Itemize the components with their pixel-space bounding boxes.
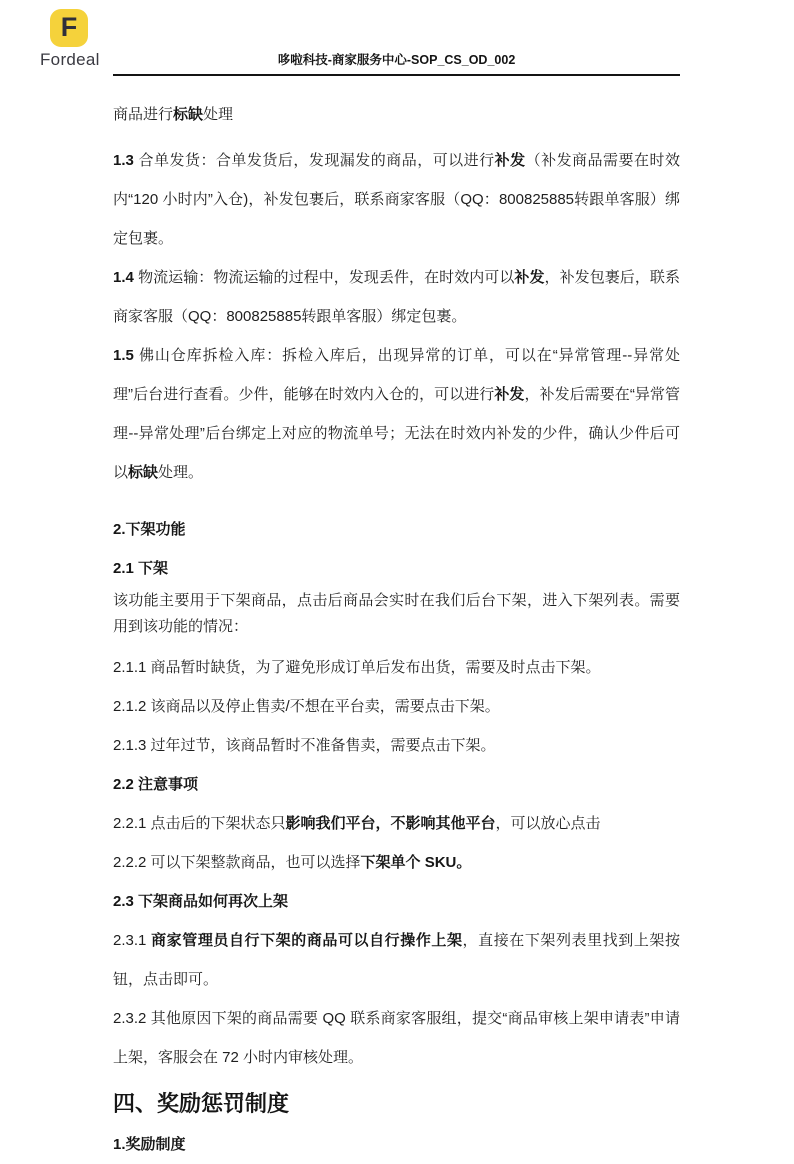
bold-text-run: 2.3 下架商品如何再次上架: [113, 893, 289, 910]
para-2-2-1: [113, 804, 680, 843]
text-run: ，补发包裹后，联系商家客服（QQ：800825885转跟单客服）绑定包裹。: [113, 269, 680, 325]
bold-text-run: 影响我们平台，不影响其他平台: [285, 815, 496, 832]
text-run: 处理: [203, 106, 234, 123]
text-run: 2.3.1: [113, 932, 152, 949]
para-2-3-2: [113, 999, 680, 1077]
para-2-1-intro: [113, 588, 680, 640]
bold-text-run: 标缺: [128, 464, 159, 481]
bold-text-run: 2.1 下架: [113, 560, 169, 577]
fordeal-logo-icon: [50, 9, 88, 47]
bold-text-run: 1.3: [113, 152, 139, 169]
text-run: 佛山仓库拆检入库：拆检入库后，出现异常的订单，可以在“异常管理--异常处理”后台进行查看。少件，能够在时效内入仓的，可以进行: [113, 347, 680, 403]
text-run: （补发商品需要在时效内“120 小时内”入仓)，补发包裹后，联系商家客服（QQ：800825885转跟单客服）绑定包裹。: [113, 152, 680, 247]
bold-text-run: 商家管理员自行下架的商品可以自行操作上架: [151, 932, 463, 949]
text-run: 物流运输：物流运输的过程中，发现丢件，在时效内可以: [138, 269, 515, 286]
para-2-1-3: [113, 726, 680, 765]
para-mark-missing: [113, 95, 680, 134]
document-body: [113, 75, 680, 1164]
para-2-2-2: [113, 843, 680, 882]
para-2-3-1: [113, 921, 680, 999]
para-1-5: [113, 336, 680, 492]
heading-2-1-offline: [113, 549, 680, 588]
heading-reward-system: [113, 1125, 680, 1164]
text-run: 2.2.2 可以下架整款商品，也可以选择: [113, 854, 361, 871]
bold-text-run: 补发: [494, 152, 526, 169]
bold-text-run: 四、奖励惩罚制度: [113, 1091, 290, 1116]
fordeal-logo-letter: F: [60, 11, 78, 42]
text-run: 合单发货：合单发货后，发现漏发的商品，可以进行: [138, 152, 495, 169]
text-run: ，可以放心点击: [495, 815, 601, 832]
bold-text-run: 1.4: [113, 269, 139, 286]
bold-text-run: 补发: [514, 269, 545, 286]
text-run: 处理。: [158, 464, 204, 481]
text-run: ，直接在下架列表里找到上架按钮，点击即可。: [113, 932, 680, 988]
bold-text-run: 下架单个 SKU。: [360, 854, 472, 871]
heading-2-3-relist: [113, 882, 680, 921]
text-run: 2.1.1 商品暂时缺货，为了避免形成订单后发布出货，需要及时点击下架。: [113, 659, 601, 676]
text-run: ，补发后需要在“异常管理--异常处理”后台绑定上对应的物流单号；无法在时效内补发的少件，确认少件后可以: [113, 386, 680, 481]
text-run: 商品进行: [113, 106, 174, 123]
text-run: 2.3.2 其他原因下架的商品需要 QQ 联系商家客服组，提交“商品审核上架申请表”申请上架，客服会在 72 小时内审核处理。: [113, 1010, 680, 1066]
text-run: 2.1.3 过年过节，该商品暂时不准备售卖，需要点击下架。: [113, 737, 496, 754]
header-divider: [113, 0, 680, 76]
heading-2-2-notes: [113, 765, 680, 804]
heading-4-reward-punishment: [113, 1083, 680, 1125]
text-run: 2.2.1 点击后的下架状态只: [113, 815, 286, 832]
para-1-4: [113, 258, 680, 336]
bold-text-run: 2.2 注意事项: [113, 776, 199, 793]
fordeal-logo: [40, 9, 98, 70]
para-2-1-2: [113, 687, 680, 726]
para-2-1-1: [113, 648, 680, 687]
text-run: 该功能主要用于下架商品，点击后商品会实时在我们后台下架，进入下架列表。需要用到该功能的情况：: [113, 592, 680, 635]
bold-text-run: 1.5: [113, 347, 139, 364]
bold-text-run: 标缺: [173, 106, 204, 123]
bold-text-run: 补发: [494, 386, 525, 403]
heading-2-offline-function: [113, 510, 680, 549]
bold-text-run: 1.奖励制度: [113, 1136, 186, 1153]
bold-text-run: 2.下架功能: [113, 521, 186, 538]
fordeal-wordmark: Fordeal: [40, 50, 100, 69]
text-run: 2.1.2 该商品以及停止售卖/不想在平台卖，需要点击下架。: [113, 698, 500, 715]
document-header-title: 哆啦科技-商家服务中心-SOP_CS_OD_002: [277, 53, 516, 67]
para-1-3: [113, 141, 680, 258]
